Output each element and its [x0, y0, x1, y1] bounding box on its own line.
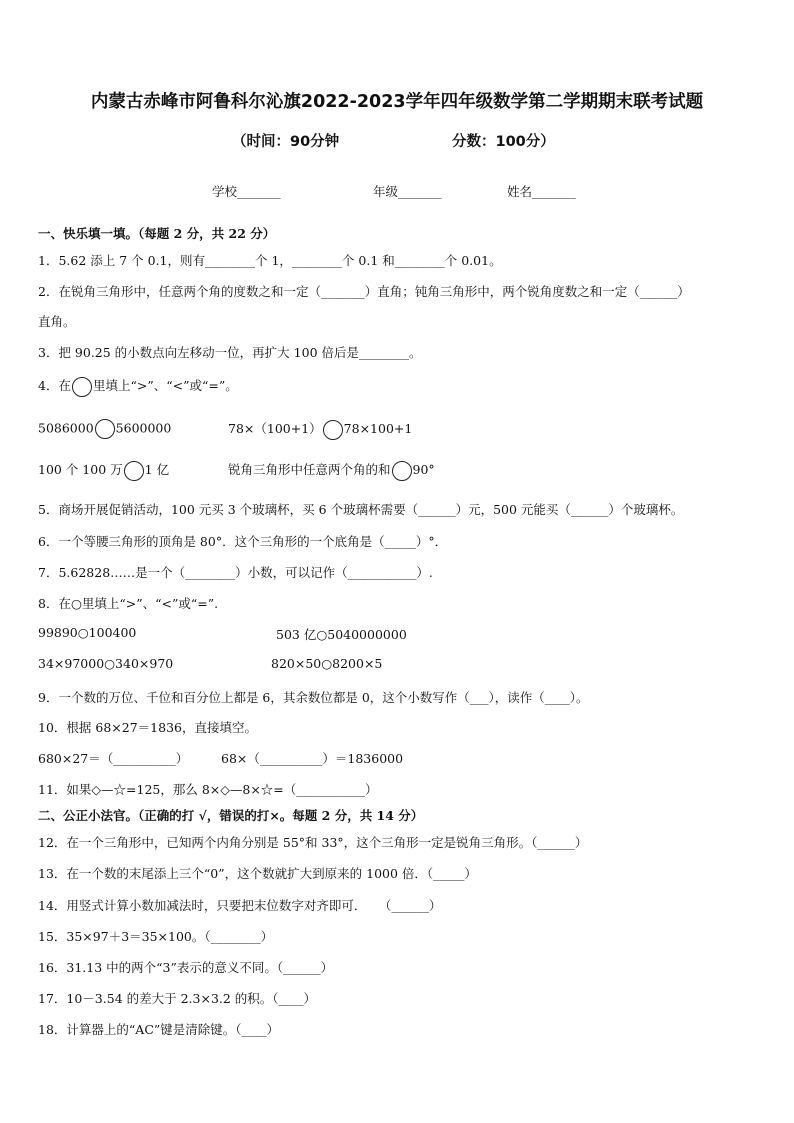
question-4 [38, 376, 238, 397]
q4-item-4-left: 锐角三角形中任意两个角的和 [228, 462, 391, 477]
q4-item-2-left: 78×（100+1） [228, 421, 322, 436]
question-5: 5．商场开展促销活动，100 元买 3 个玻璃杯，买 6 个玻璃杯需要（______）元，500 元能买（______）个玻璃杯。 [38, 502, 684, 517]
q4-item-3-right: 1 亿 [144, 462, 170, 477]
q10-item-2: 68×（__________）＝1836000 [221, 751, 404, 766]
q8-item-2: 503 亿○5040000000 [276, 627, 407, 642]
question-7: 7．5.62828……是一个（________）小数，可以记作（___________）. [38, 565, 433, 580]
question-14: 14．用竖式计算小数加减法时，只要把末位数字对齐即可． （______） [38, 898, 442, 913]
exam-title: 内蒙古赤峰市阿鲁科尔沁旗2022-2023学年四年级数学第二学期期末联考试题 [90, 92, 704, 112]
question-10: 10．根据 68×27＝1836，直接填空。 [38, 720, 257, 735]
q4-item-4-right: 90° [412, 462, 435, 477]
q8-item-4: 820×50○8200×5 [271, 656, 383, 671]
compare-circle-icon[interactable] [95, 419, 115, 439]
question-3: 3．把 90.25 的小数点向左移动一位，再扩大 100 倍后是________。 [38, 345, 422, 360]
q4-item-2 [228, 419, 412, 440]
q4-item-3 [38, 460, 169, 481]
question-8: 8．在○里填上“>”、“<”或“=”. [38, 596, 219, 611]
compare-circle-icon[interactable] [392, 461, 412, 481]
question-9: 9．一个数的万位、千位和百分位上都是 6，其余数位都是 0，这个小数写作（___），读作（____）。 [38, 690, 589, 705]
name-field: 姓名_______ [507, 184, 576, 199]
question-11: 11．如果◇—☆=125，那么 8×◇—8×☆=（___________） [38, 782, 378, 797]
question-13: 13．在一个数的末尾添上三个“0”，这个数就扩大到原来的 1000 倍．（_____） [38, 866, 477, 881]
compare-circle-icon[interactable] [323, 420, 343, 440]
question-16: 16．31.13 中的两个“3”表示的意义不同。（______） [38, 960, 334, 975]
school-field: 学校_______ [212, 184, 281, 199]
q4-item-2-right: 78×100+1 [343, 421, 413, 436]
section1-heading: 一、快乐填一填。（每题 2 分，共 22 分） [38, 226, 276, 241]
q8-item-3: 34×97000○340×970 [38, 656, 174, 671]
question-12: 12．在一个三角形中，已知两个内角分别是 55°和 33°，这个三角形一定是锐角三角形。（______） [38, 835, 588, 850]
question-4-prefix: 4．在 [38, 378, 71, 393]
q4-item-4 [228, 460, 435, 481]
q10-item-1: 680×27＝（__________） [38, 751, 189, 766]
q4-item-1-right: 5600000 [115, 420, 172, 436]
section2-heading: 二、公正小法官。（正确的打 √，错误的打×。每题 2 分，共 14 分） [38, 808, 424, 823]
question-18: 18．计算器上的“AC”键是清除键。（____） [38, 1022, 280, 1037]
compare-circle-icon[interactable] [124, 461, 144, 481]
question-4-suffix: 里填上“>”、“<”或“=”。 [92, 378, 238, 393]
exam-time: （时间：90分钟 [232, 134, 340, 150]
question-2-line2: 直角。 [38, 314, 76, 329]
question-2-line1: 2．在锐角三角形中，任意两个角的度数之和一定（_______）直角；钝角三角形中，两个锐角度数之和一定（______） [38, 284, 690, 299]
q4-item-1 [38, 419, 171, 439]
q4-item-1-left: 5086000 [38, 420, 94, 436]
q4-item-3-left: 100 个 100 万 [38, 462, 123, 477]
question-6: 6．一个等腰三角形的顶角是 80°．这个三角形的一个底角是（_____）°． [38, 534, 448, 549]
question-1: 1．5.62 添上 7 个 0.1，则有________个 1，________个 0.1 和________个 0.01。 [38, 253, 502, 268]
question-17: 17．10－3.54 的差大于 2.3×3.2 的积。（____） [38, 991, 317, 1006]
exam-score: 分数：100分） [452, 134, 555, 150]
grade-field: 年级_______ [373, 184, 442, 199]
question-15: 15．35×97＋3＝35×100。（________） [38, 929, 274, 944]
q8-item-1: 99890○100400 [38, 625, 137, 640]
compare-circle-icon [72, 377, 92, 397]
